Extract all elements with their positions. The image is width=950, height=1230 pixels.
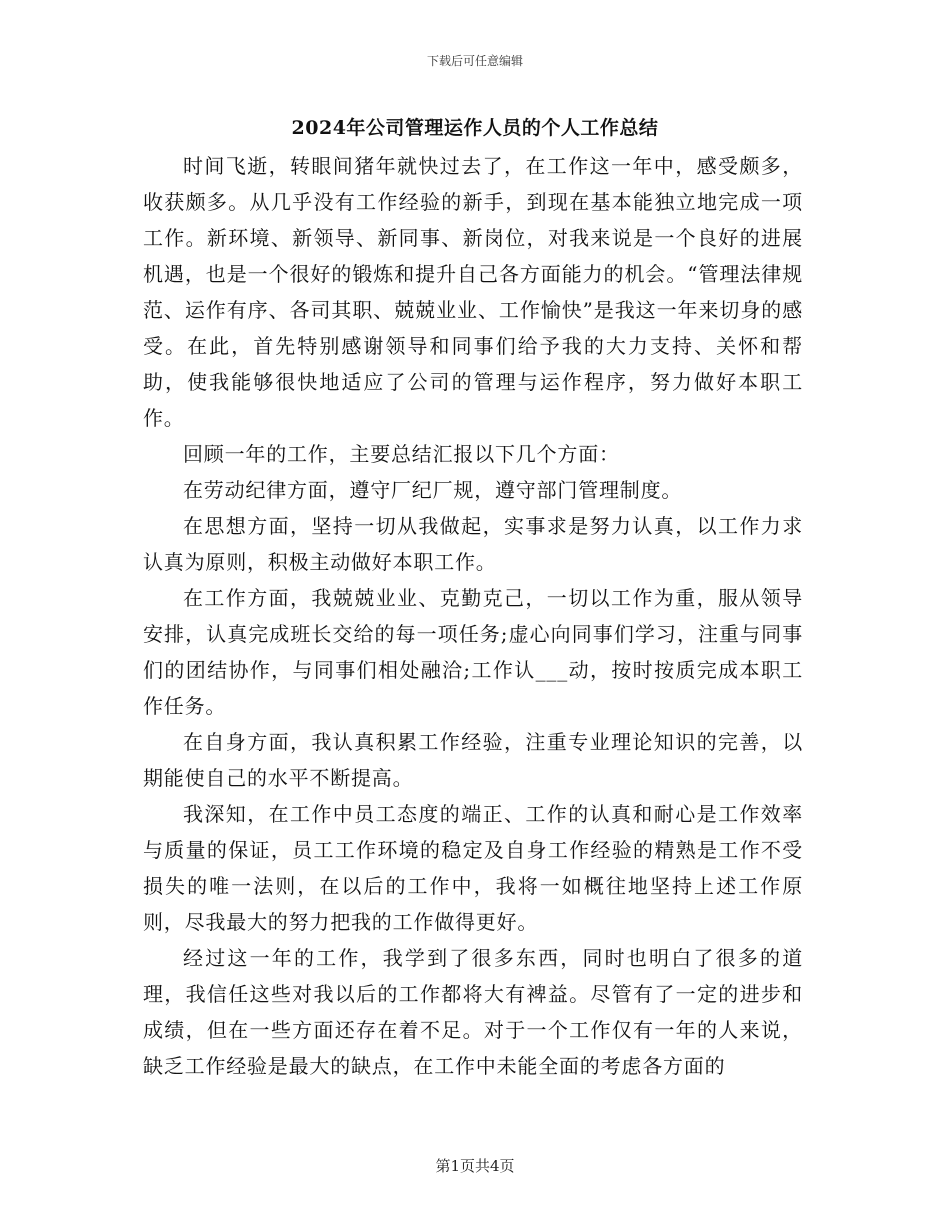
paragraph-6: 在自身方面，我认真积累工作经验，注重专业理论知识的完善，以期能使自己的水平不断提高。 xyxy=(143,730,803,790)
paragraph-4: 在思想方面，坚持一切从我做起，实事求是努力认真，以工作力求认真为原则，积极主动做好本职工作。 xyxy=(143,514,803,574)
page-header-note: 下载后可任意编辑 xyxy=(426,54,523,68)
paragraph-2: 回顾一年的工作，主要总结汇报以下几个方面： xyxy=(183,442,620,466)
document-body xyxy=(143,148,803,1084)
paragraph-7: 我深知，在工作中员工态度的端正、工作的认真和耐心是工作效率与质量的保证，员工工作环境的稳定及自身工作经验的精熟是工作不受损失的唯一法则，在以后的工作中，我将一如概往地坚持上述工作原则，尽我最大的努力把我的工作做得更好。 xyxy=(143,802,803,934)
paragraph-8: 经过这一年的工作，我学到了很多东西，同时也明白了很多的道理，我信任这些对我以后的工作都将大有裨益。尽管有了一定的进步和成绩，但在一些方面还存在着不足。对于一个工作仅有一年的人来说，缺乏工作经验是最大的缺点，在工作中未能全面的考虑各方面的 xyxy=(143,946,803,1078)
paragraph-3: 在劳动纪律方面，遵守厂纪厂规，遵守部门管理制度。 xyxy=(183,478,683,502)
paragraph-1: 时间飞逝，转眼间猪年就快过去了，在工作这一年中，感受颇多，收获颇多。从几乎没有工作经验的新手，到现在基本能独立地完成一项工作。新环境、新领导、新同事、新岗位，对我来说是一个良好的进展机遇，也是一个很好的锻炼和提升自己各方面能力的机会。“管理法律规范、运作有序、各司其职、兢兢业业、工作愉快”是我这一年来切身的感受。在此，首先特别感谢领导和同事们给予我的大力支持、关怀和帮助，使我能够很快地适应了公司的管理与运作程序，努力做好本职工作。 xyxy=(143,154,803,430)
document-title: 2024年公司管理运作人员的个人工作总结 xyxy=(291,117,659,139)
paragraph-5: 在工作方面，我兢兢业业、克勤克己，一切以工作为重，服从领导安排，认真完成班长交给的每一项任务;虚心向同事们学习，注重与同事们的团结协作，与同事们相处融洽;工作认___动，按时按质完成本职工作任务。 xyxy=(143,586,803,718)
page-number: 第1页共4页 xyxy=(435,1157,515,1175)
